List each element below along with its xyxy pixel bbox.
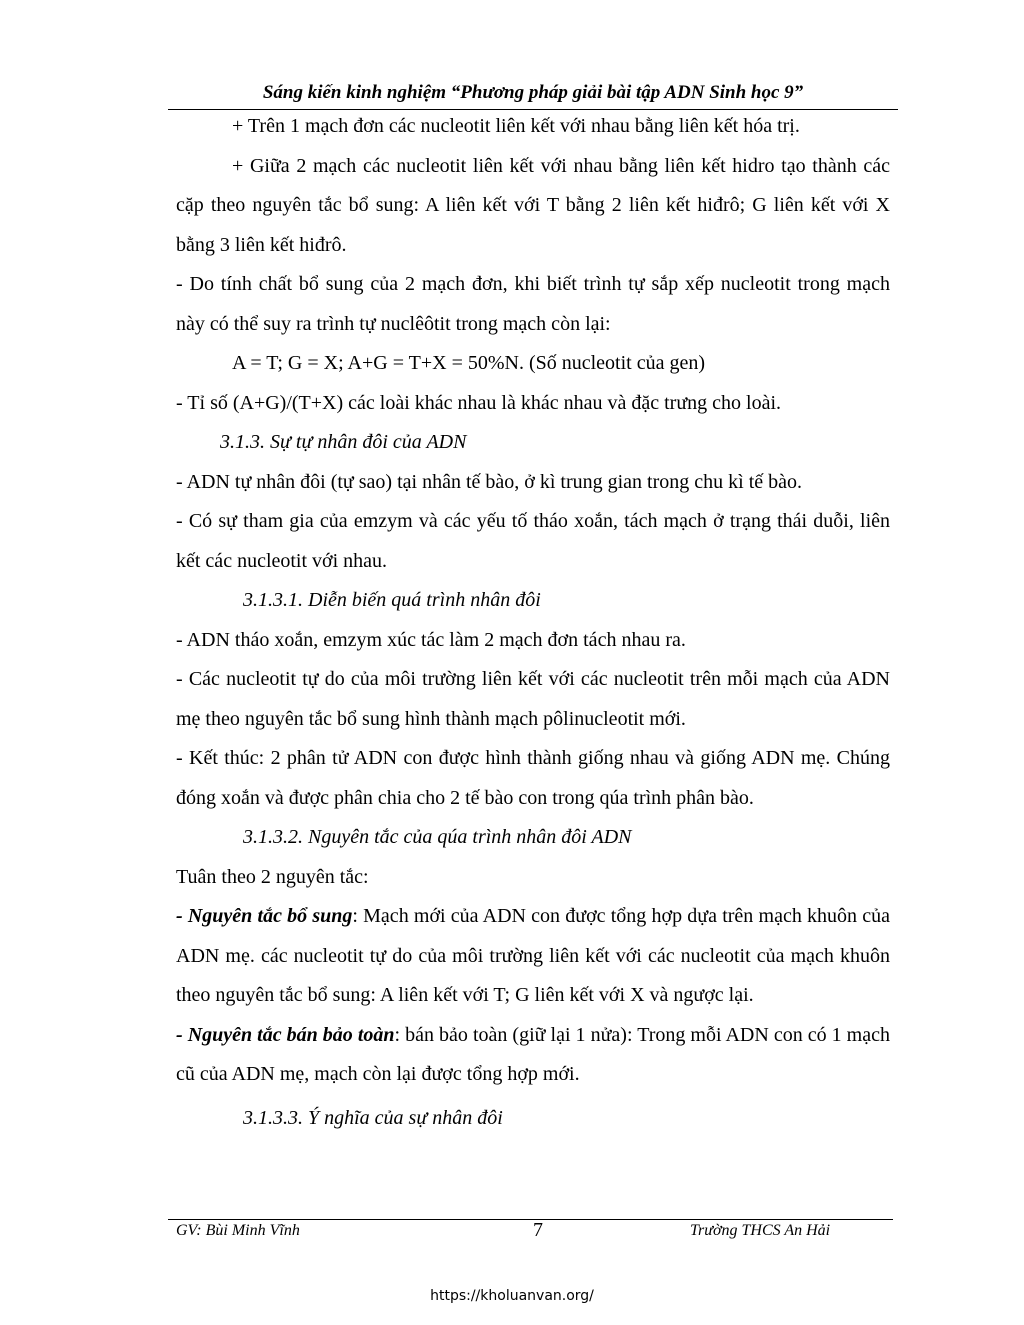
section-heading-3-1-3: 3.1.3. Sự tự nhân đôi của ADN [220,431,467,453]
page-header-title: Sáng kiến kinh nghiệm “Phương pháp giải bài tập ADN Sinh học 9” [262,82,804,103]
term-semiconservative: - Nguyên tắc bán bảo toàn [176,1023,395,1046]
paragraph-two-principles: Tuân theo 2 nguyên tắc: [176,865,369,888]
paragraph-replication-location: - ADN tự nhân đôi (tự sao) tại nhân tế bào, ở kì trung gian trong chu kì tế bào. [176,470,803,493]
paragraph-semiconservative-principle [176,1016,890,1095]
paragraph-enzymes: - Có sự tham gia của emzym và các yếu tố tháo xoắn, tách mạch ở trạng thái duỗi, liên kết các nucleotit với nhau. [176,510,890,572]
paragraph-hydrogen-bond: + Giữa 2 mạch các nucleotit liên kết với nhau bằng liên kết hidro tạo thành các cặp theo nguyên tắc bổ sung: A liên kết với T bằng 2 liên kết hiđrô; G liên kết với X bằng 3 liên kết hiđrô. [176,154,890,256]
paragraph-complementarity: - Do tính chất bổ sung của 2 mạch đơn, khi biết trình tự sắp xếp nucleotit trong mạch này có thể suy ra trình tự nuclêôtit trong mạch còn lại: [176,273,890,335]
paragraph-single-strand-bond: + Trên 1 mạch đơn các nucleotit liên kết với nhau bằng liên kết hóa trị. [232,115,800,137]
text-semiconservative: : bán bảo toàn (giữ lại 1 nửa): Trong mỗi ADN con có 1 mạch cũ của ADN mẹ, mạch còn lại được tổng hợp mới. [176,1023,890,1085]
paragraph-free-nucleotides: - Các nucleotit tự do của môi trường liên kết với các nucleotit trên mỗi mạch của ADN mẹ theo nguyên tắc bổ sung hình thành mạch pôlinucleotit mới. [176,668,890,730]
paragraph-ratio: - Tỉ số (A+G)/(T+X) các loài khác nhau là khác nhau và đặc trưng cho loài. [176,391,782,414]
formula-line: A = T; G = X; A+G = T+X = 50%N. (Số nucleotit của gen) [232,352,706,374]
document-body [176,107,890,1138]
section-heading-3-1-3-2: 3.1.3.2. Nguyên tắc của qúa trình nhân đôi ADN [243,826,632,848]
footer-school: Trường THCS An Hải [690,1222,831,1239]
source-url: https://kholuanvan.org/ [430,1288,594,1304]
page-number: 7 [533,1219,543,1241]
text-complementary: : Mạch mới của ADN con được tổng hợp dựa trên mạch khuôn của ADN mẹ. các nucleotit tự do của môi trường liên kết với các nucleotit của mạch khuôn theo nguyên tắc bổ sung: A liên kết với T; G liên kết với X và ngược lại. [176,905,890,1006]
section-heading-3-1-3-1: 3.1.3.1. Diễn biến quá trình nhân đôi [243,589,541,611]
term-complementary: - Nguyên tắc bổ sung [176,905,353,927]
footer-author: GV: Bùi Minh Vĩnh [176,1222,300,1239]
footer-divider [168,1219,893,1220]
paragraph-unwinding: - ADN tháo xoắn, emzym xúc tác làm 2 mạch đơn tách nhau ra. [176,628,686,651]
section-heading-3-1-3-3: 3.1.3.3. Ý nghĩa của sự nhân đôi [243,1106,503,1129]
paragraph-complementary-principle [176,897,890,1016]
paragraph-result: - Kết thúc: 2 phân tử ADN con được hình thành giống nhau và giống ADN mẹ. Chúng đóng xoắn và được phân chia cho 2 tế bào con trong qúa trình phân bào. [176,747,890,809]
